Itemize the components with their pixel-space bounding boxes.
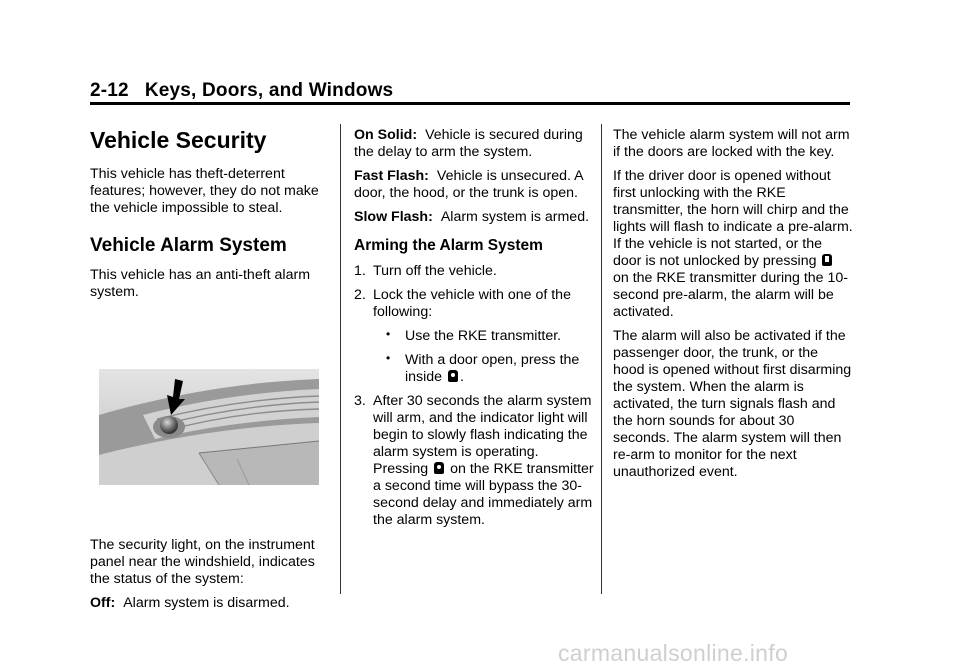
- status-on-solid: [354, 127, 594, 161]
- step-text: Turn off the vehicle.: [373, 263, 497, 279]
- header-rule: [90, 102, 850, 105]
- status-text-on-solid: Vehicle is secured during the delay to arm the system.: [354, 127, 583, 160]
- bullet-text: Use the RKE transmitter.: [405, 328, 562, 344]
- list-item: [386, 328, 594, 345]
- alarm-intro: This vehicle has an anti-theft alarm system.: [90, 267, 311, 300]
- bullet-icon: •: [386, 327, 391, 341]
- section-heading-arming: Arming the Alarm System: [354, 237, 543, 254]
- step-number: 2.: [354, 287, 366, 303]
- paragraph: [613, 168, 853, 321]
- column-2: [354, 127, 594, 536]
- lock-icon: [434, 462, 444, 474]
- column-divider: [601, 124, 602, 594]
- lock-methods: [386, 328, 594, 386]
- header-title: [90, 80, 850, 102]
- paragraph-text: If the driver door is opened without first unlocking with the RKE transmitter, the horn will chirp and the lights will flash to indicate a pre-alarm. If the vehicle is not started, or the door is not unlocked by pressing: [613, 168, 853, 269]
- arming-steps: [354, 263, 594, 529]
- bullet-text: With a door open, press the inside: [405, 352, 580, 385]
- paragraph: The vehicle alarm system will not arm if the doors are locked with the key.: [613, 127, 850, 160]
- list-item: [354, 393, 594, 529]
- intro-paragraph: This vehicle has theft-deterrent features; however, they do not make the vehicle impossible to steal.: [90, 166, 319, 216]
- watermark: carmanualsonline.info: [558, 640, 789, 666]
- unlock-icon: [822, 254, 832, 266]
- status-term-slow-flash: Slow Flash:: [354, 209, 433, 225]
- page-number: 2-12: [90, 80, 129, 101]
- page-header: [90, 80, 850, 102]
- paragraph: The alarm will also be activated if the passenger door, the trunk, or the hood is opened without first disarming the system. When the alarm is activated, the turn signals flash and the horn sounds for about 30 seconds. The alarm system will then re-arm to monitor for the next unauthorized event.: [613, 328, 852, 480]
- section-heading-alarm-system: Vehicle Alarm System: [90, 235, 287, 256]
- column-3: [613, 127, 853, 488]
- step-number: 3.: [354, 393, 366, 409]
- paragraph-text-end: on the RKE transmitter during the 10-second pre-alarm, the alarm will be activated.: [613, 270, 849, 320]
- status-fast-flash: [354, 168, 594, 202]
- list-item: [386, 352, 594, 386]
- step-text: Lock the vehicle with one of the following:: [373, 287, 571, 320]
- status-slow-flash: [354, 209, 594, 226]
- step-text: After 30 seconds the alarm system will arm, and the indicator light will begin to slowly flash indicating the alarm system is operating. Pressing: [373, 393, 592, 477]
- section-heading-vehicle-security: Vehicle Security: [90, 127, 267, 153]
- status-term-on-solid: On Solid:: [354, 127, 418, 143]
- status-term-fast-flash: Fast Flash:: [354, 168, 429, 184]
- security-light-illustration: [99, 369, 319, 485]
- bullet-text-end: .: [460, 369, 464, 385]
- status-text-fast-flash: Vehicle is unsecured. A door, the hood, or the trunk is open.: [354, 168, 583, 201]
- section-title: Keys, Doors, and Windows: [144, 80, 394, 101]
- status-off: [90, 595, 330, 612]
- status-text-slow-flash: Alarm system is armed.: [440, 209, 590, 225]
- step-text-end: on the RKE transmitter a second time will bypass the 30-second delay and immediately arm the alarm system.: [373, 461, 594, 528]
- status-text-off: Alarm system is disarmed.: [123, 595, 290, 611]
- lock-icon: [448, 370, 458, 382]
- status-term-off: Off:: [90, 595, 116, 611]
- list-item: [354, 263, 594, 280]
- column-divider: [340, 124, 341, 594]
- column-1: [90, 126, 330, 619]
- bullet-icon: •: [386, 351, 391, 365]
- security-light-description: The security light, on the instrument panel near the windshield, indicates the status of the system:: [90, 537, 315, 587]
- list-item: [354, 287, 594, 386]
- step-number: 1.: [354, 263, 366, 279]
